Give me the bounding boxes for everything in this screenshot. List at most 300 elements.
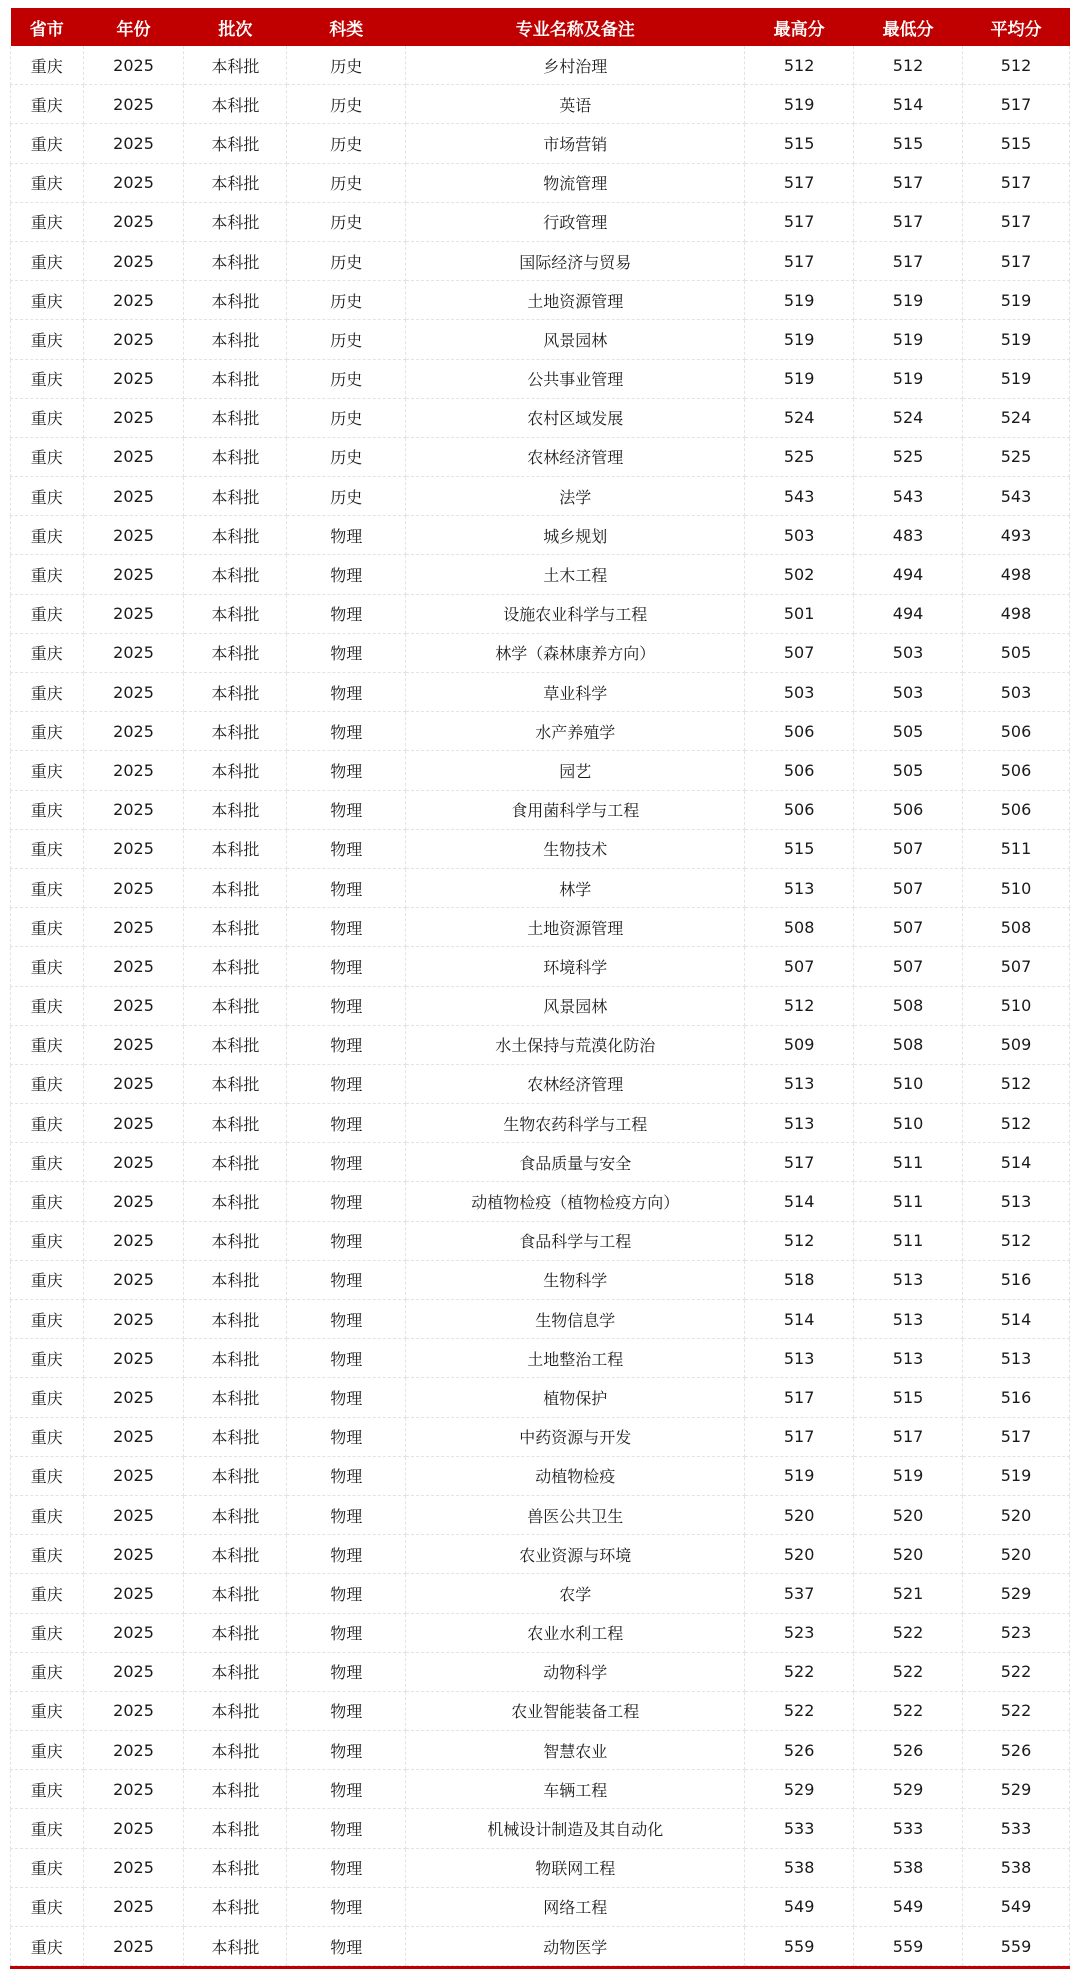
cell-max-score: 517 [745,1378,854,1417]
table-row [11,1300,1070,1339]
cell-major: 水产养殖学 [406,712,745,751]
table-row [11,1652,1070,1691]
cell-province: 重庆 [11,1025,84,1064]
cell-major: 公共事业管理 [406,359,745,398]
cell-year: 2025 [83,633,184,672]
cell-year: 2025 [83,673,184,712]
cell-year: 2025 [83,986,184,1025]
table-row [11,85,1070,124]
cell-province: 重庆 [11,594,84,633]
cell-major: 水土保持与荒漠化防治 [406,1025,745,1064]
table-row [11,1417,1070,1456]
cell-year: 2025 [83,947,184,986]
cell-avg-score: 517 [963,241,1070,280]
header-row [11,8,1070,46]
cell-year: 2025 [83,477,184,516]
cell-major: 物联网工程 [406,1848,745,1887]
cell-subject: 历史 [287,124,406,163]
cell-province: 重庆 [11,908,84,947]
cell-year: 2025 [83,1025,184,1064]
cell-min-score: 520 [854,1535,963,1574]
cell-max-score: 517 [745,1143,854,1182]
cell-batch: 本科批 [184,85,287,124]
table-row [11,712,1070,751]
cell-subject: 物理 [287,1417,406,1456]
cell-max-score: 519 [745,320,854,359]
header-batch: 批次 [184,8,287,46]
table-row [11,1809,1070,1848]
cell-year: 2025 [83,1731,184,1770]
table-row [11,398,1070,437]
cell-year: 2025 [83,1495,184,1534]
cell-year: 2025 [83,1848,184,1887]
cell-year: 2025 [83,1770,184,1809]
cell-year: 2025 [83,359,184,398]
cell-avg-score: 513 [963,1182,1070,1221]
cell-avg-score: 512 [963,1104,1070,1143]
cell-major: 动物科学 [406,1652,745,1691]
cell-year: 2025 [83,1574,184,1613]
cell-province: 重庆 [11,320,84,359]
cell-province: 重庆 [11,1300,84,1339]
table-row [11,751,1070,790]
cell-max-score: 543 [745,477,854,516]
cell-min-score: 517 [854,1417,963,1456]
cell-major: 动植物检疫（植物检疫方向） [406,1182,745,1221]
cell-min-score: 508 [854,1025,963,1064]
cell-batch: 本科批 [184,1848,287,1887]
table-row [11,868,1070,907]
cell-province: 重庆 [11,516,84,555]
cell-avg-score: 512 [963,46,1070,85]
cell-subject: 物理 [287,1535,406,1574]
cell-min-score: 559 [854,1927,963,1966]
cell-min-score: 522 [854,1691,963,1730]
cell-subject: 物理 [287,986,406,1025]
cell-year: 2025 [83,437,184,476]
cell-max-score: 517 [745,1417,854,1456]
cell-max-score: 512 [745,986,854,1025]
cell-max-score: 513 [745,868,854,907]
cell-avg-score: 507 [963,947,1070,986]
cell-batch: 本科批 [184,1574,287,1613]
cell-batch: 本科批 [184,868,287,907]
cell-province: 重庆 [11,633,84,672]
cell-min-score: 538 [854,1848,963,1887]
cell-subject: 历史 [287,437,406,476]
cell-avg-score: 509 [963,1025,1070,1064]
cell-major: 生物技术 [406,829,745,868]
cell-max-score: 506 [745,751,854,790]
table-row [11,437,1070,476]
cell-min-score: 512 [854,46,963,85]
cell-batch: 本科批 [184,477,287,516]
cell-year: 2025 [83,241,184,280]
cell-province: 重庆 [11,1691,84,1730]
cell-batch: 本科批 [184,1300,287,1339]
table-row [11,1574,1070,1613]
cell-max-score: 520 [745,1535,854,1574]
table-row [11,673,1070,712]
cell-subject: 物理 [287,1887,406,1926]
cell-year: 2025 [83,1339,184,1378]
cell-major: 土木工程 [406,555,745,594]
cell-batch: 本科批 [184,1495,287,1534]
cell-province: 重庆 [11,1143,84,1182]
cell-subject: 历史 [287,202,406,241]
table-row [11,829,1070,868]
cell-max-score: 502 [745,555,854,594]
cell-avg-score: 533 [963,1809,1070,1848]
cell-batch: 本科批 [184,202,287,241]
header-avg-score: 平均分 [963,8,1070,46]
cell-year: 2025 [83,1378,184,1417]
cell-min-score: 483 [854,516,963,555]
table-row [11,1339,1070,1378]
cell-avg-score: 513 [963,1339,1070,1378]
cell-avg-score: 506 [963,751,1070,790]
cell-subject: 物理 [287,1182,406,1221]
table-row [11,163,1070,202]
cell-min-score: 511 [854,1143,963,1182]
cell-min-score: 517 [854,163,963,202]
cell-min-score: 515 [854,124,963,163]
cell-batch: 本科批 [184,1025,287,1064]
cell-year: 2025 [83,1417,184,1456]
table-header [11,8,1070,46]
cell-batch: 本科批 [184,516,287,555]
cell-major: 农业资源与环境 [406,1535,745,1574]
cell-batch: 本科批 [184,751,287,790]
cell-max-score: 517 [745,241,854,280]
cell-major: 生物信息学 [406,1300,745,1339]
cell-batch: 本科批 [184,320,287,359]
table-row [11,1182,1070,1221]
cell-province: 重庆 [11,281,84,320]
cell-province: 重庆 [11,1731,84,1770]
cell-avg-score: 523 [963,1613,1070,1652]
cell-subject: 物理 [287,1927,406,1966]
cell-min-score: 507 [854,908,963,947]
cell-major: 风景园林 [406,986,745,1025]
cell-province: 重庆 [11,1182,84,1221]
cell-max-score: 507 [745,633,854,672]
cell-max-score: 559 [745,1927,854,1966]
cell-avg-score: 510 [963,986,1070,1025]
cell-major: 物流管理 [406,163,745,202]
cell-subject: 物理 [287,1025,406,1064]
table-row [11,281,1070,320]
table-row [11,947,1070,986]
cell-major: 车辆工程 [406,1770,745,1809]
cell-major: 食品科学与工程 [406,1221,745,1260]
cell-max-score: 517 [745,163,854,202]
cell-province: 重庆 [11,437,84,476]
table-row [11,1260,1070,1299]
cell-max-score: 518 [745,1260,854,1299]
cell-year: 2025 [83,1300,184,1339]
cell-subject: 历史 [287,46,406,85]
cell-subject: 物理 [287,1104,406,1143]
table-row [11,46,1070,85]
table-row [11,986,1070,1025]
cell-avg-score: 498 [963,555,1070,594]
cell-major: 英语 [406,85,745,124]
cell-province: 重庆 [11,1652,84,1691]
cell-subject: 物理 [287,1221,406,1260]
cell-avg-score: 514 [963,1143,1070,1182]
cell-max-score: 513 [745,1104,854,1143]
cell-max-score: 506 [745,790,854,829]
cell-year: 2025 [83,1652,184,1691]
cell-avg-score: 493 [963,516,1070,555]
cell-subject: 物理 [287,1809,406,1848]
cell-avg-score: 543 [963,477,1070,516]
cell-subject: 物理 [287,1339,406,1378]
cell-batch: 本科批 [184,1339,287,1378]
cell-min-score: 503 [854,673,963,712]
cell-batch: 本科批 [184,241,287,280]
cell-batch: 本科批 [184,594,287,633]
cell-subject: 物理 [287,751,406,790]
cell-avg-score: 522 [963,1691,1070,1730]
cell-avg-score: 517 [963,163,1070,202]
cell-max-score: 519 [745,281,854,320]
cell-major: 国际经济与贸易 [406,241,745,280]
cell-avg-score: 522 [963,1652,1070,1691]
cell-batch: 本科批 [184,1887,287,1926]
table-row [11,1143,1070,1182]
cell-max-score: 549 [745,1887,854,1926]
cell-avg-score: 506 [963,712,1070,751]
cell-province: 重庆 [11,712,84,751]
cell-avg-score: 519 [963,359,1070,398]
cell-year: 2025 [83,398,184,437]
table-row [11,555,1070,594]
cell-batch: 本科批 [184,1260,287,1299]
cell-min-score: 522 [854,1652,963,1691]
cell-subject: 历史 [287,163,406,202]
cell-max-score: 522 [745,1691,854,1730]
cell-batch: 本科批 [184,1143,287,1182]
cell-max-score: 513 [745,1339,854,1378]
cell-year: 2025 [83,1064,184,1103]
cell-batch: 本科批 [184,359,287,398]
table-row [11,1104,1070,1143]
cell-province: 重庆 [11,1339,84,1378]
cell-subject: 物理 [287,1064,406,1103]
cell-year: 2025 [83,124,184,163]
cell-subject: 物理 [287,947,406,986]
cell-avg-score: 516 [963,1378,1070,1417]
cell-year: 2025 [83,1221,184,1260]
cell-subject: 物理 [287,1652,406,1691]
cell-province: 重庆 [11,46,84,85]
cell-major: 城乡规划 [406,516,745,555]
cell-batch: 本科批 [184,1731,287,1770]
cell-max-score: 526 [745,1731,854,1770]
cell-major: 动物医学 [406,1927,745,1966]
cell-avg-score: 520 [963,1535,1070,1574]
cell-year: 2025 [83,1809,184,1848]
cell-batch: 本科批 [184,437,287,476]
cell-min-score: 519 [854,320,963,359]
cell-min-score: 549 [854,1887,963,1926]
cell-province: 重庆 [11,829,84,868]
cell-subject: 历史 [287,477,406,516]
cell-max-score: 508 [745,908,854,947]
cell-batch: 本科批 [184,829,287,868]
cell-year: 2025 [83,790,184,829]
cell-subject: 历史 [287,241,406,280]
table-row [11,1927,1070,1966]
table-row [11,516,1070,555]
cell-major: 法学 [406,477,745,516]
cell-batch: 本科批 [184,1417,287,1456]
cell-min-score: 513 [854,1339,963,1378]
cell-avg-score: 503 [963,673,1070,712]
cell-subject: 物理 [287,829,406,868]
cell-year: 2025 [83,1143,184,1182]
cell-batch: 本科批 [184,986,287,1025]
cell-major: 设施农业科学与工程 [406,594,745,633]
table-row [11,1887,1070,1926]
cell-max-score: 538 [745,1848,854,1887]
header-major: 专业名称及备注 [406,8,745,46]
cell-max-score: 523 [745,1613,854,1652]
header-subject: 科类 [287,8,406,46]
cell-province: 重庆 [11,1927,84,1966]
score-table-container [10,8,1070,1969]
cell-batch: 本科批 [184,1613,287,1652]
cell-max-score: 506 [745,712,854,751]
cell-min-score: 526 [854,1731,963,1770]
table-row [11,1613,1070,1652]
cell-batch: 本科批 [184,1456,287,1495]
table-row [11,1221,1070,1260]
cell-min-score: 533 [854,1809,963,1848]
cell-year: 2025 [83,908,184,947]
cell-batch: 本科批 [184,163,287,202]
cell-major: 动植物检疫 [406,1456,745,1495]
cell-avg-score: 519 [963,320,1070,359]
cell-province: 重庆 [11,1613,84,1652]
cell-major: 草业科学 [406,673,745,712]
cell-min-score: 514 [854,85,963,124]
cell-avg-score: 511 [963,829,1070,868]
cell-year: 2025 [83,516,184,555]
cell-avg-score: 512 [963,1221,1070,1260]
table-row [11,790,1070,829]
cell-subject: 物理 [287,1691,406,1730]
cell-province: 重庆 [11,1495,84,1534]
cell-batch: 本科批 [184,46,287,85]
table-row [11,594,1070,633]
cell-province: 重庆 [11,790,84,829]
cell-subject: 物理 [287,1456,406,1495]
cell-min-score: 507 [854,829,963,868]
cell-min-score: 511 [854,1221,963,1260]
cell-province: 重庆 [11,1064,84,1103]
cell-min-score: 505 [854,712,963,751]
cell-subject: 物理 [287,1378,406,1417]
cell-province: 重庆 [11,1456,84,1495]
cell-province: 重庆 [11,1770,84,1809]
cell-province: 重庆 [11,947,84,986]
cell-year: 2025 [83,1691,184,1730]
cell-min-score: 520 [854,1495,963,1534]
cell-subject: 物理 [287,1495,406,1534]
admission-score-table [10,8,1070,1966]
table-row [11,320,1070,359]
cell-batch: 本科批 [184,1809,287,1848]
cell-min-score: 524 [854,398,963,437]
cell-major: 农村区域发展 [406,398,745,437]
cell-subject: 物理 [287,1848,406,1887]
cell-avg-score: 525 [963,437,1070,476]
cell-batch: 本科批 [184,1182,287,1221]
cell-year: 2025 [83,46,184,85]
cell-min-score: 505 [854,751,963,790]
table-row [11,241,1070,280]
cell-max-score: 513 [745,1064,854,1103]
cell-year: 2025 [83,1613,184,1652]
cell-max-score: 503 [745,516,854,555]
cell-min-score: 510 [854,1064,963,1103]
cell-province: 重庆 [11,202,84,241]
cell-province: 重庆 [11,673,84,712]
cell-max-score: 501 [745,594,854,633]
cell-year: 2025 [83,751,184,790]
cell-batch: 本科批 [184,1535,287,1574]
cell-max-score: 537 [745,1574,854,1613]
table-row [11,1691,1070,1730]
table-row [11,908,1070,947]
cell-batch: 本科批 [184,1770,287,1809]
cell-subject: 历史 [287,320,406,359]
cell-max-score: 507 [745,947,854,986]
cell-major: 农学 [406,1574,745,1613]
cell-year: 2025 [83,85,184,124]
cell-avg-score: 506 [963,790,1070,829]
cell-province: 重庆 [11,868,84,907]
cell-province: 重庆 [11,241,84,280]
cell-max-score: 512 [745,1221,854,1260]
cell-max-score: 522 [745,1652,854,1691]
table-row [11,1770,1070,1809]
cell-avg-score: 519 [963,1456,1070,1495]
cell-province: 重庆 [11,1535,84,1574]
cell-min-score: 525 [854,437,963,476]
cell-subject: 物理 [287,790,406,829]
cell-batch: 本科批 [184,633,287,672]
cell-min-score: 519 [854,281,963,320]
cell-subject: 物理 [287,908,406,947]
cell-major: 生物科学 [406,1260,745,1299]
cell-major: 机械设计制造及其自动化 [406,1809,745,1848]
cell-province: 重庆 [11,163,84,202]
cell-max-score: 515 [745,829,854,868]
cell-province: 重庆 [11,398,84,437]
cell-avg-score: 529 [963,1770,1070,1809]
cell-batch: 本科批 [184,1378,287,1417]
cell-min-score: 515 [854,1378,963,1417]
cell-major: 网络工程 [406,1887,745,1926]
cell-year: 2025 [83,1260,184,1299]
cell-subject: 历史 [287,85,406,124]
cell-min-score: 519 [854,359,963,398]
cell-province: 重庆 [11,124,84,163]
